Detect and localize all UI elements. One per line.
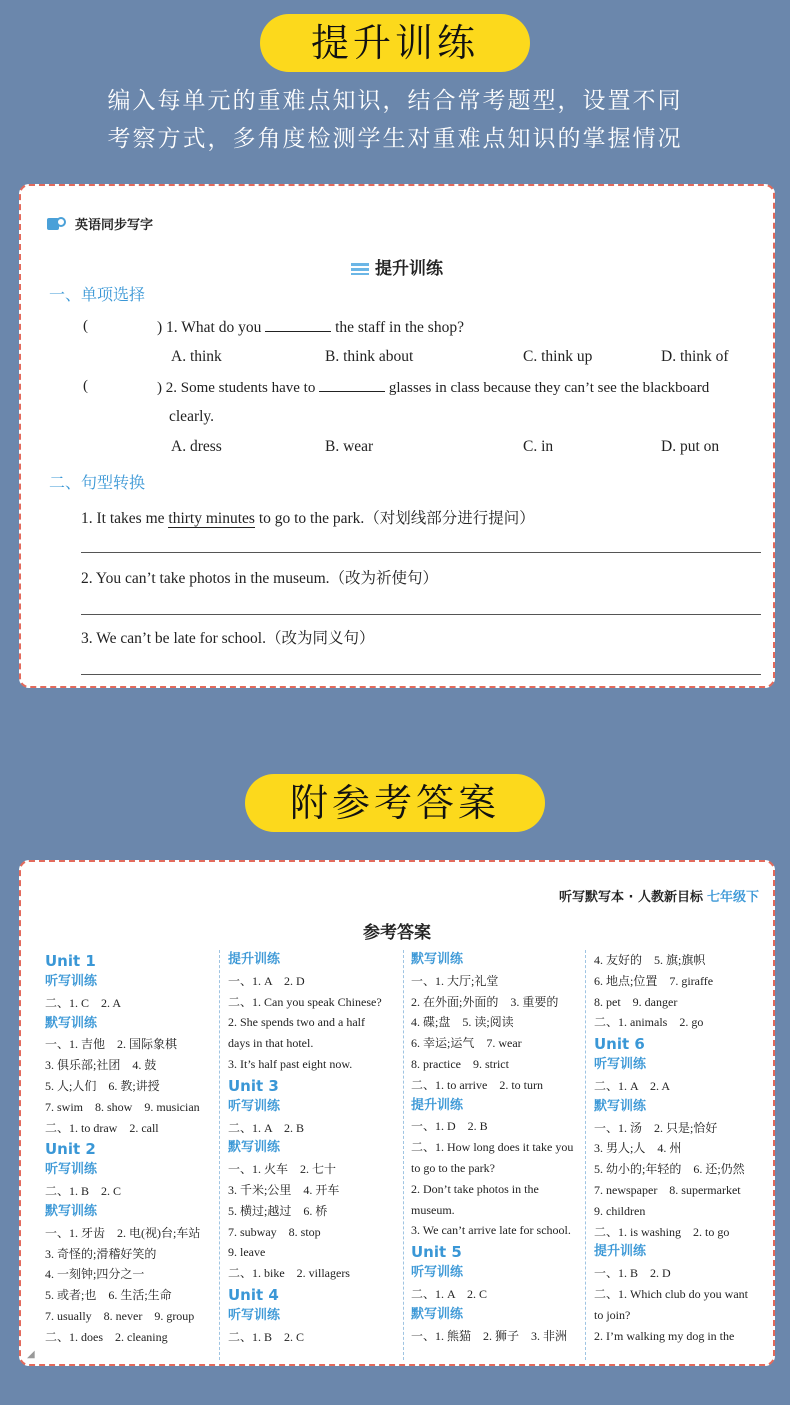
answer-section-label: 默写训练 — [45, 1015, 98, 1031]
answer-section-label: 默写训练 — [411, 1306, 464, 1322]
underlined-phrase: thirty minutes — [168, 510, 255, 527]
q1-option-b: B. think about — [325, 348, 414, 365]
answer-line-text: 3. 男人;人 4. 州 — [594, 1141, 682, 1156]
answer-section-label: 提升训练 — [228, 952, 281, 967]
page-fold-icon: ◢ — [27, 1349, 35, 1360]
transform-2: 2. You can’t take photos in the museum.（改为祈使句） — [81, 570, 439, 587]
answer-line-text: 6. 幸运;运气 7. wear — [411, 1036, 522, 1051]
answer-section-label: 听写训练 — [228, 1098, 281, 1114]
answer-line-text: 2. I’m walking my dog in the — [594, 1328, 735, 1343]
answer-line-text: 二、1. B 2. C — [228, 1329, 305, 1344]
answer-line-text: 9. leave — [228, 1245, 266, 1260]
answer-line-text: 8. pet 9. danger — [594, 994, 678, 1009]
question-1 — [157, 318, 464, 337]
answer-line-text: 二、1. A 2. B — [228, 1120, 305, 1135]
answer-section-label: 听写训练 — [228, 1307, 281, 1323]
answer-section-label: 听写训练 — [594, 1057, 647, 1073]
answer-line-text: 一、1. D 2. B — [411, 1119, 488, 1134]
brand — [47, 214, 153, 233]
column-divider — [585, 950, 586, 1360]
answer-line-text: 一、1. 牙齿 2. 电(视)台;车站 — [45, 1225, 201, 1240]
answer-line — [81, 674, 761, 675]
banner-answers: 附参考答案 — [245, 774, 545, 832]
fill-blank — [319, 378, 385, 392]
unit-heading: Unit 5 — [411, 1243, 462, 1262]
answer-line-text: 5. 幼小的;年轻的 6. 还;仍然 — [594, 1162, 745, 1177]
q1-option-a: A. think — [171, 348, 222, 365]
transform-1 — [81, 506, 535, 528]
answer-line-text: 二、1. bike 2. villagers — [228, 1266, 350, 1281]
answer-paren-close: ) — [157, 380, 162, 396]
answer-line-text: 一、1. B 2. D — [594, 1266, 671, 1281]
subtitle-line-1: 编入每单元的重难点知识，结合常考题型，设置不同 — [107, 88, 683, 114]
answer-line-text: 4. 一刻钟;四分之一 — [45, 1267, 145, 1282]
answer-line-text: 二、1. B 2. C — [45, 1184, 122, 1199]
answer-line-text: 一、1. A 2. D — [228, 973, 305, 988]
answer-column-1 — [45, 950, 215, 1360]
answer-line-text: 二、1. How long does it take you — [411, 1140, 574, 1155]
answer-header — [559, 886, 759, 905]
answer-line-text: 二、1. animals 2. go — [594, 1015, 704, 1030]
answer-line-text: to go to the park? — [411, 1160, 495, 1175]
answer-column-2 — [228, 950, 406, 1360]
q2-option-c: C. in — [523, 438, 554, 455]
answer-section-label: 默写训练 — [45, 1203, 98, 1219]
unit-heading: Unit 2 — [45, 1140, 96, 1159]
answer-line-text: 二、1. Which club do you want — [594, 1286, 748, 1301]
answer-column-3 — [411, 950, 587, 1360]
answer-section-label: 默写训练 — [594, 1098, 647, 1114]
answer-section-label: 听写训练 — [45, 1162, 98, 1178]
exercise-title-text: 提升训练 — [375, 259, 443, 279]
answer-line-text: days in that hotel. — [228, 1036, 314, 1051]
answer-line-text: 3. 奇怪的;滑稽好笑的 — [45, 1246, 157, 1261]
answer-line-text: 5. 或者;也 6. 生活;生命 — [45, 1288, 172, 1303]
answer-line-text: 4. 友好的 5. 旗;旗帜 — [594, 953, 706, 967]
stack-icon — [351, 263, 369, 275]
answer-line-text: 7. newspaper 8. supermarket — [594, 1182, 741, 1197]
answer-line-text: 5. 横过;越过 6. 桥 — [228, 1203, 328, 1218]
series-name: 听写默写本 · 人教新目标 — [558, 890, 703, 905]
answer-line-text: 8. practice 9. strict — [411, 1056, 509, 1071]
question-2-suffix: glasses in class because they can’t see the blackboard — [388, 380, 710, 396]
column-divider — [403, 950, 404, 1360]
answer-line — [81, 552, 761, 553]
question-1-prefix: 1. What do you — [166, 319, 262, 336]
answer-line-text: 二、1. is washing 2. to go — [594, 1224, 730, 1239]
answer-line-text: 一、1. 熊猫 2. 狮子 3. 非洲 — [411, 1328, 568, 1343]
unit-heading: Unit 4 — [228, 1285, 279, 1304]
answer-page-preview — [19, 860, 775, 1366]
answer-line-text: 2. 在外面;外面的 3. 重要的 — [411, 994, 559, 1009]
section-sentence-transform: 二、句型转换 — [49, 473, 146, 492]
answer-line-text: 7. usually 8. never 9. group — [45, 1308, 195, 1323]
question-2-continuation: clearly. — [169, 408, 215, 425]
answer-line-text: 9. children — [594, 1203, 646, 1218]
answer-line-text: 7. swim 8. show 9. musician — [45, 1099, 200, 1114]
answer-line-text: 3. It’s half past eight now. — [228, 1056, 353, 1071]
brand-text: 英语同步写字 — [75, 218, 154, 233]
q2-option-b: B. wear — [325, 438, 374, 455]
transform-1-suffix: to go to the park.（对划线部分进行提问） — [254, 510, 535, 527]
answer-line-text: 一、1. 汤 2. 只是;恰好 — [594, 1120, 718, 1135]
transform-1-prefix: 1. It takes me — [81, 510, 169, 527]
exercise-title — [21, 254, 773, 279]
answer-section-label: 提升训练 — [594, 1244, 647, 1260]
answer-line-text: 二、1. A 2. A — [594, 1078, 671, 1093]
answer-line-text: 7. subway 8. stop — [228, 1224, 321, 1239]
answer-section-label: 听写训练 — [45, 974, 98, 989]
answer-line-text: 一、1. 大厅;礼堂 — [411, 973, 499, 988]
question-2-prefix: 2. Some students have to — [165, 380, 316, 396]
q1-option-d: D. think of — [661, 348, 729, 365]
answer-line-text: 3. 千米;公里 4. 开车 — [228, 1182, 340, 1197]
transform-3: 3. We can’t be late for school.（改为同义句） — [81, 630, 375, 647]
answer-line-text: 一、1. 吉他 2. 国际象棋 — [45, 1037, 178, 1052]
unit-heading: Unit 6 — [594, 1035, 645, 1054]
q2-option-d: D. put on — [661, 438, 720, 455]
answer-line-text: 2. She spends two and a half — [228, 1015, 365, 1030]
answer-line — [81, 614, 761, 615]
answer-paren-open: ( — [83, 318, 88, 334]
answer-paren-open: ( — [83, 378, 88, 394]
answer-line-text: 5. 人;人们 6. 教;讲授 — [45, 1078, 160, 1093]
answer-line-text: 4. 碟;盘 5. 读;阅读 — [411, 1015, 514, 1030]
answer-paren-close: ) — [157, 319, 163, 336]
answer-line-text: 二、1. A 2. C — [411, 1286, 488, 1301]
answer-line-text: 二、1. C 2. A — [45, 995, 122, 1010]
answer-column-4 — [594, 950, 774, 1360]
question-1-suffix: the staff in the shop? — [335, 319, 464, 336]
answer-line-text: 二、1. Can you speak Chinese? — [228, 994, 382, 1009]
grade-label: 七年级下 — [706, 890, 759, 905]
answer-section-label: 提升训练 — [411, 1097, 464, 1113]
answer-line-text: 一、1. 火车 2. 七十 — [228, 1162, 337, 1177]
answer-line-text: 二、1. does 2. cleaning — [45, 1329, 168, 1344]
unit-heading: Unit 1 — [45, 952, 96, 970]
answer-section-label: 听写训练 — [411, 1265, 464, 1281]
exercise-page-preview — [19, 184, 775, 688]
section-multiple-choice: 一、单项选择 — [49, 285, 146, 304]
subtitle-line-2: 考察方式，多角度检测学生对重难点知识的掌握情况 — [107, 126, 683, 152]
answer-line-text: 3. 俱乐部;社团 4. 鼓 — [45, 1058, 157, 1073]
answer-line-text: to join? — [594, 1307, 631, 1322]
q1-option-c: C. think up — [523, 348, 593, 365]
answer-line-text: museum. — [411, 1202, 455, 1217]
question-2 — [157, 378, 709, 397]
answer-section-label: 默写训练 — [228, 1140, 281, 1156]
answers-title: 参考答案 — [363, 923, 431, 943]
answer-section-label: 默写训练 — [411, 952, 464, 967]
answer-line-text: 6. 地点;位置 7. giraffe — [594, 973, 714, 988]
q2-option-a: A. dress — [171, 438, 222, 455]
book-magnifier-icon — [47, 216, 69, 232]
banner-improvement-training: 提升训练 — [260, 14, 530, 72]
answer-line-text: 二、1. to draw 2. call — [45, 1120, 159, 1135]
unit-heading: Unit 3 — [228, 1076, 279, 1095]
answer-line-text: 3. We can’t arrive late for school. — [411, 1223, 571, 1238]
fill-blank — [265, 318, 331, 332]
answer-line-text: 2. Don’t take photos in the — [411, 1181, 539, 1196]
answer-line-text: 二、1. to arrive 2. to turn — [411, 1077, 543, 1092]
column-divider — [219, 950, 220, 1360]
